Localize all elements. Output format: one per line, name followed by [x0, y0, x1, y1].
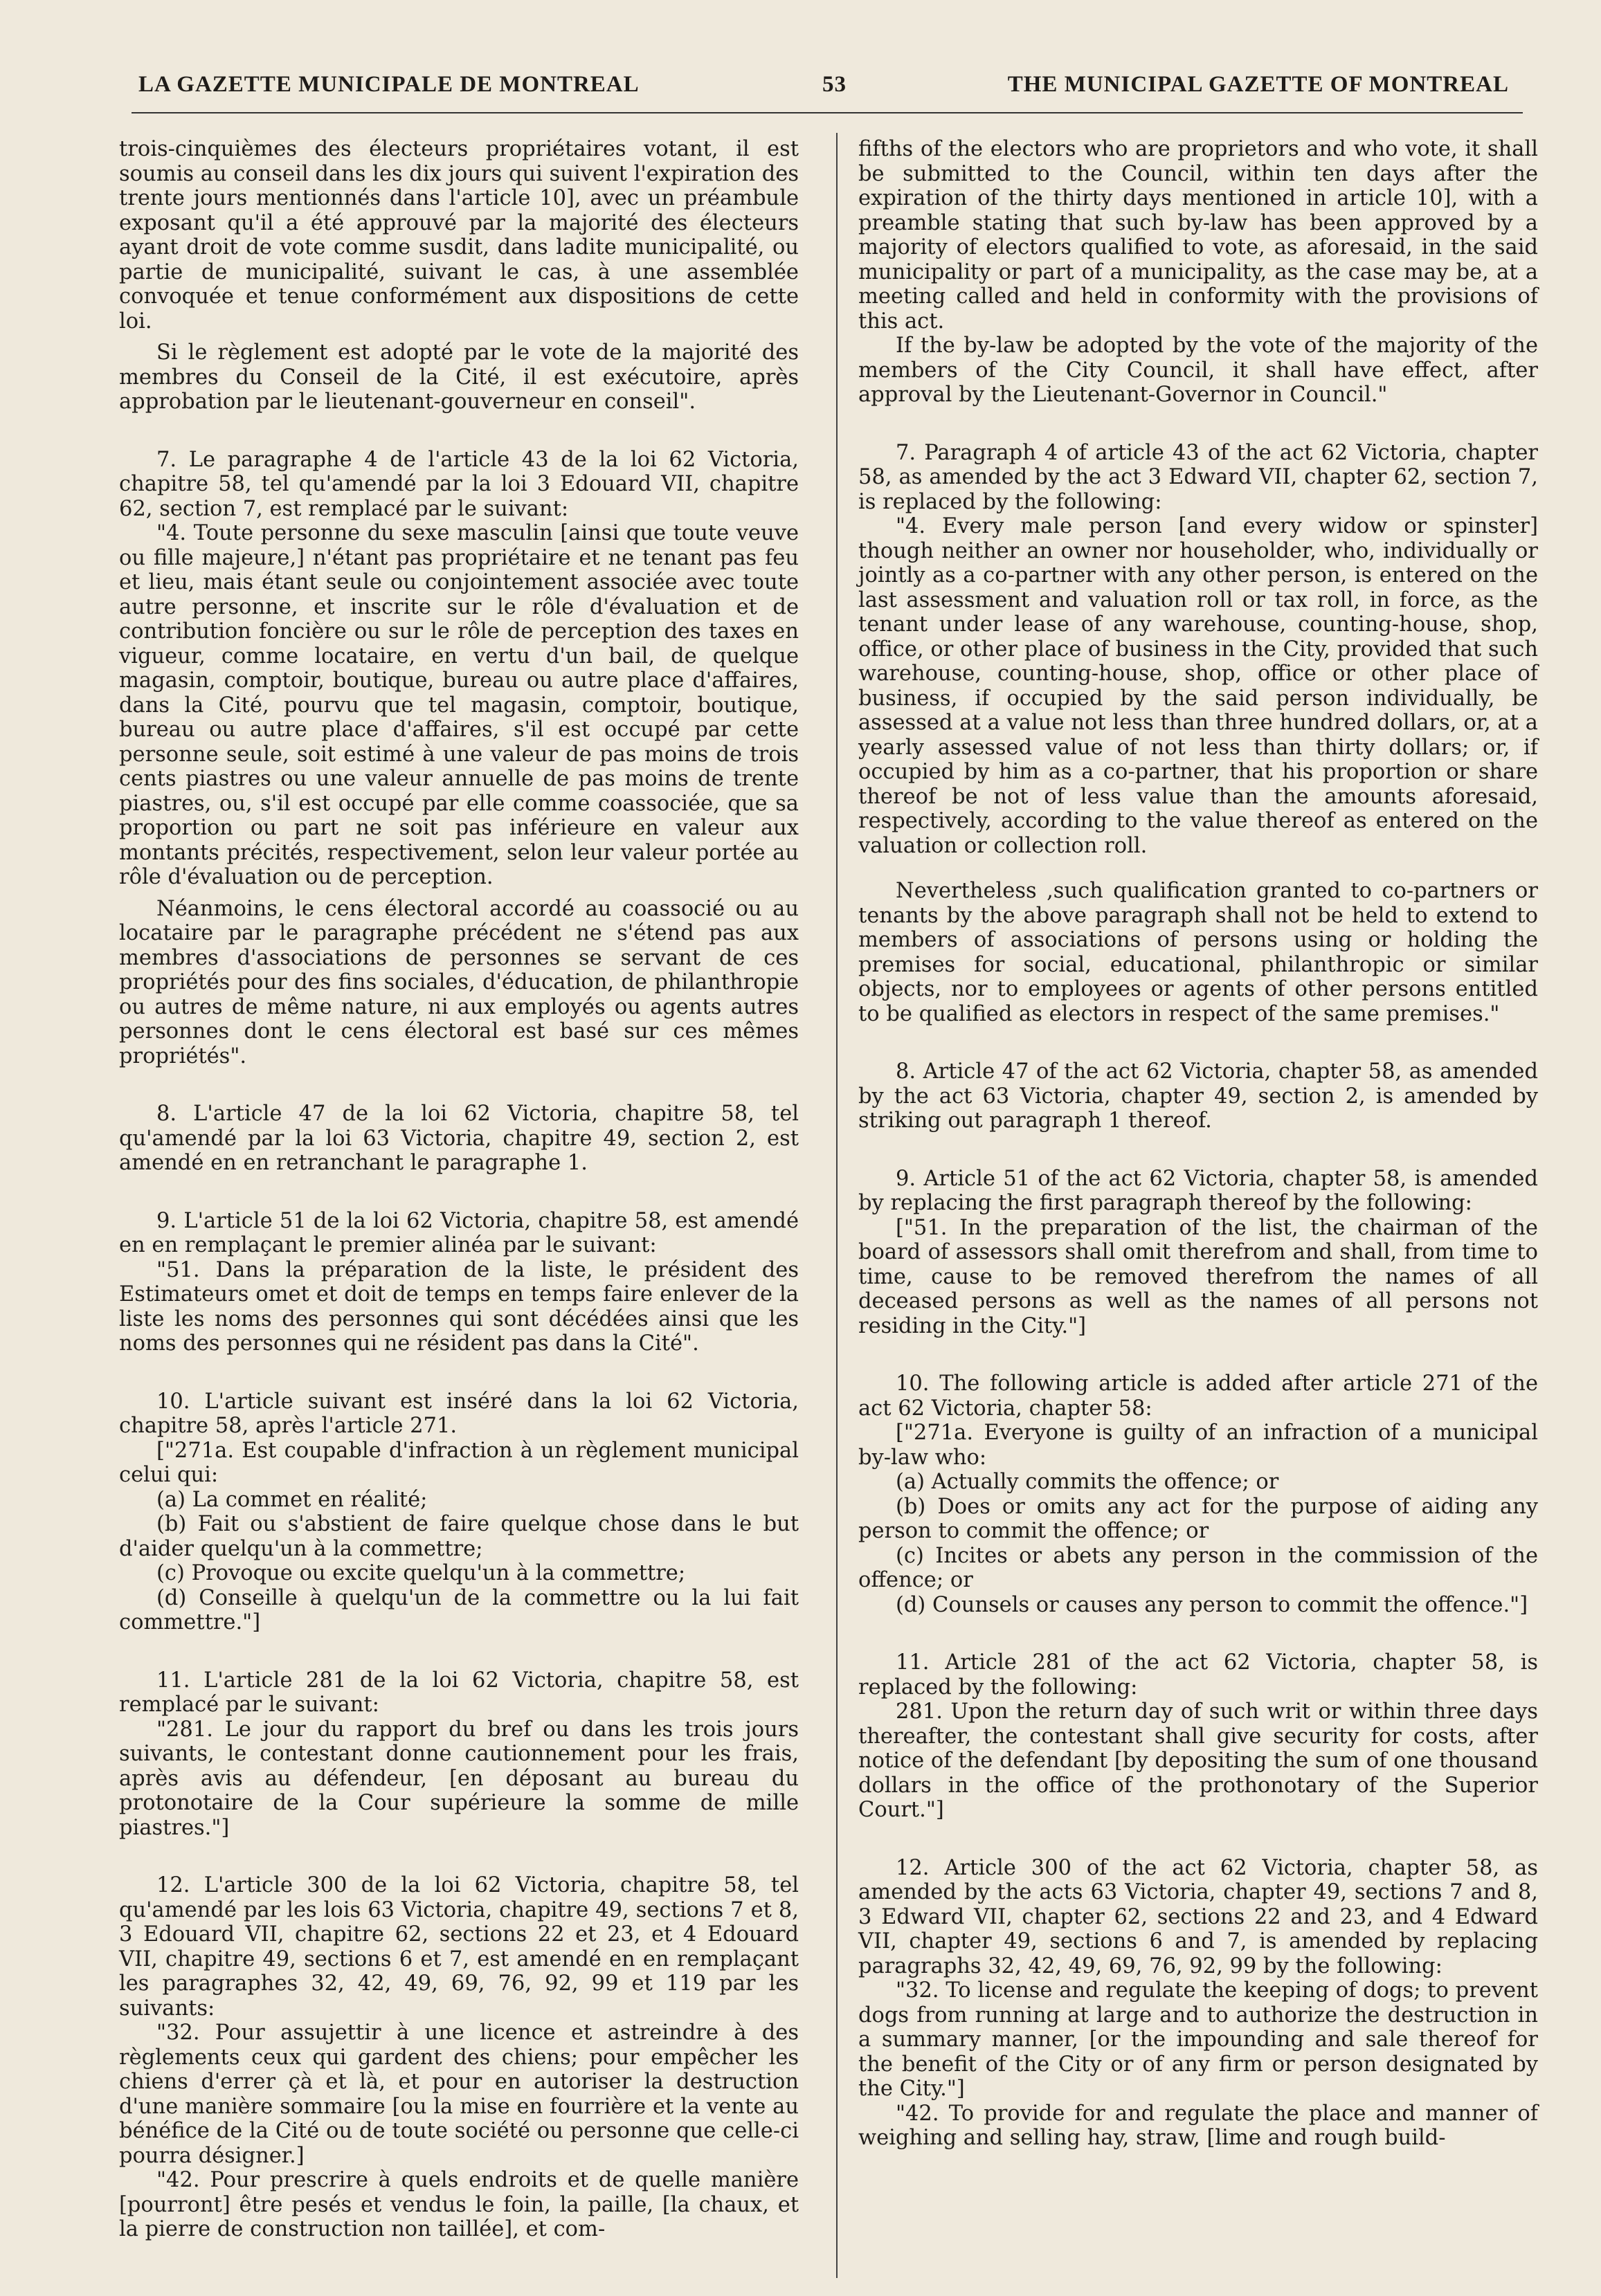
- fr-clause-c: (c) Provoque ou excite quelqu'un à la commettre;: [156, 1561, 686, 1585]
- en-section-12: 12. Article 300 of the act 62 Victoria, chapter 58, as amended by the acts 63 Victoria, chapter 49, sections 7 and 8, 3 Edward VII, chapter 62, sections 22 and 23, and 4 Edward VII, chapter 49, sections 6 and 7, is amended by replacing paragraphs 32, 42, 49, 69, 76, 92, 99 by the following:: [858, 1855, 1538, 1978]
- en-section-8: 8. Article 47 of the act 62 Victoria, chapter 58, as amended by the act 63 Victoria, chapter 49, section 2, is amended by striking out paragraph 1 thereof.: [858, 1059, 1538, 1133]
- fr-paragraph: Si le règlement est adopté par le vote de la majorité des membres du Conseil de la Cité, il est exécutoire, après approbation par le lieutenant-gouverneur en conseil".: [119, 340, 799, 414]
- en-paragraph: fifths of the electors who are proprietors and who vote, it shall be submitted to the Council, within ten days after the expiration of the thirty days mentioned in article 10], with a preamble stating that such by-law has been approved by a majority of electors qualified to vote, as aforesaid, in the said municipality or part of a municipality, as the case may be, at a meeting called and held in conformity with the provisions of this act.: [858, 137, 1538, 334]
- en-clause-c: (c) Incites or abets any person in the commission of the offence; or: [858, 1543, 1538, 1592]
- fr-clause-b: (b) Fait ou s'abstient de faire quelque chose dans le but d'aider quelqu'un à la commettre;: [119, 1512, 799, 1561]
- english-column: [858, 137, 1538, 2151]
- fr-paragraph: "42. Pour prescrire à quels endroits et de quelle manière [pourront] être pesés et vendus le foin, la paille, [la chaux, et la pierre de construction non taillée], et com-: [119, 2168, 799, 2241]
- fr-section-9: 9. L'article 51 de la loi 62 Victoria, chapitre 58, est amendé en en remplaçant le premier alinéa par le suivant:: [119, 1208, 799, 1257]
- french-column: [119, 137, 799, 2242]
- en-section-7: 7. Paragraph 4 of article 43 of the act 62 Victoria, chapter 58, as amended by the act 3 Edward VII, chapter 62, section 7, is replaced by the following:: [858, 440, 1538, 514]
- en-section-11: 11. Article 281 of the act 62 Victoria, chapter 58, is replaced by the following:: [858, 1650, 1538, 1700]
- en-paragraph: ["271a. Everyone is guilty of an infraction of a municipal by-law who:: [858, 1421, 1538, 1470]
- fr-paragraph: "281. Le jour du rapport du bref ou dans les trois jours suivants, le contestant donne cautionnement pour les frais, après avis au défendeur, [en déposant au bureau du protonotaire de la Cour supérieure la somme de mille piastres."]: [119, 1717, 799, 1840]
- fr-section-11: 11. L'article 281 de la loi 62 Victoria, chapitre 58, est remplacé par le suivant:: [119, 1668, 799, 1717]
- en-paragraph: If the by-law be adopted by the vote of the majority of the members of the City Council, it shall have effect, after approval by the Lieutenant-Governor in Council.": [858, 334, 1538, 407]
- en-paragraph: "32. To license and regulate the keeping of dogs; to prevent dogs from running at large and to authorize the destruction in a summary manner, [or the impounding and sale thereof for the benefit of the City or of any firm or person designated by the City."]: [858, 1978, 1538, 2101]
- fr-clause-d: (d) Conseille à quelqu'un de la commettre ou la lui fait commettre."]: [119, 1585, 799, 1634]
- en-paragraph: ["51. In the preparation of the list, the chairman of the board of assessors shall omit therefrom and shall, from time to time, cause to be removed therefrom the names of all deceased persons as well as the names of all persons not residing in the City."]: [858, 1215, 1538, 1338]
- fr-section-8: 8. L'article 47 de la loi 62 Victoria, chapitre 58, tel qu'amendé par la loi 63 Victoria, chapitre 49, section 2, est amendé en en retranchant le paragraphe 1.: [119, 1102, 799, 1175]
- en-section-10: 10. The following article is added after article 271 of the act 62 Victoria, chapter 58:: [858, 1372, 1538, 1421]
- fr-clause-a: (a) La commet en réalité;: [156, 1487, 428, 1512]
- en-clause-a: (a) Actually commits the offence; or: [896, 1470, 1279, 1494]
- fr-section-12: 12. L'article 300 de la loi 62 Victoria, chapitre 58, tel qu'amendé par les lois 63 Victoria, chapitre 49, sections 7 et 8, 3 Edouard VII, chapitre 62, sections 22 et 23, et 4 Edouard VII, chapitre 49, sections 6 et 7, est amendé en en remplaçant les paragraphes 32, 42, 49, 69, 76, 92, 99 et 119 par les suivants:: [119, 1873, 799, 2021]
- en-paragraph: Nevertheless ,such qualification granted to co-partners or tenants by the above paragraph shall not be held to extend to members of associations of persons using or holding the premises for social, educational, philanthropic or similar objects, nor to employees or agents of other persons entitled to be qualified as electors in respect of the same premises.": [858, 879, 1538, 1026]
- header-title-french: LA GAZETTE MUNICIPALE DE MONTREAL: [138, 72, 640, 97]
- en-paragraph: "42. To provide for and regulate the place and manner of weighing and selling hay, straw, [lime and rough build-: [858, 2101, 1538, 2150]
- header-rule: [132, 112, 1523, 113]
- fr-paragraph: "32. Pour assujettir à une licence et astreindre à des règlements ceux qui gardent des chiens; pour empêcher les chiens d'errer çà et là, et pour en autoriser la destruction d'une manière sommaire [ou la mise en fourrière et la vente au bénéfice de la Cité ou de toute société ou personne que celle-ci pourra désigner.]: [119, 2021, 799, 2168]
- fr-section-10: 10. L'article suivant est inséré dans la loi 62 Victoria, chapitre 58, après l'article 271.: [119, 1389, 799, 1438]
- en-clause-d: (d) Counsels or causes any person to commit the offence."]: [896, 1592, 1528, 1617]
- fr-paragraph: trois-cinquièmes des électeurs propriétaires votant, il est soumis au conseil dans les dix jours qui suivent l'expiration des trente jours mentionnés dans l'article 10], avec un préambule exposant qu'il a été approuvé par la majorité des électeurs ayant droit de vote comme susdit, dans ladite municipalité, ou partie de municipalité, suivant le cas, à une assemblée convoquée et tenue conformément aux dispositions de cette loi.: [119, 137, 799, 334]
- en-paragraph: "4. Every male person [and every widow or spinster] though neither an owner nor householder, who, individually or jointly as a co-partner with any other person, is entered on the last assessment and valuation roll or tax roll, in force, as the tenant under lease of any warehouse, counting-house, shop, office, or other place of business in the City, provided that such warehouse, counting-house, shop, office or other place of business, if occupied by the said person individually, be assessed at a value not less than three hundred dollars, or, at a yearly assessed value of not less than thirty dollars; or, if occupied by him as a co-partner, that his proportion or share thereof be not of less value than the amounts aforesaid, respectively, according to the value thereof as entered on the valuation or collection roll.: [858, 514, 1538, 858]
- fr-paragraph: Néanmoins, le cens électoral accordé au coassocié ou au locataire par le paragraphe précédent ne s'étend pas aux membres d'associations de personnes se servant de ces propriétés pour des fins sociales, d'éducation, de philanthropie ou autres de même nature, ni aux employés ou agents autres personnes dont le cens électoral est basé sur ces mêmes propriétés".: [119, 896, 799, 1068]
- fr-section-7: 7. Le paragraphe 4 de l'article 43 de la loi 62 Victoria, chapitre 58, tel qu'amendé par la loi 3 Edouard VII, chapitre 62, section 7, est remplacé par le suivant:: [119, 447, 799, 521]
- fr-paragraph: "4. Toute personne du sexe masculin [ainsi que toute veuve ou fille majeure,] n'étant pas propriétaire et ne tenant pas feu et lieu, mais étant seule ou conjointement associée avec toute autre personne, et inscrite sur le rôle d'évaluation et de contribution foncière ou sur le rôle de perception des taxes en vigueur, comme locataire, en vertu d'un bail, de quelque magasin, comptoir, boutique, bureau ou autre place d'affaires, dans la Cité, pourvu que tel magasin, comptoir, boutique, bureau ou autre place d'affaires, s'il est occupé par cette personne seule, soit estimé à une valeur de pas moins de trois cents piastres ou une valeur annuelle de pas moins de trente piastres, ou, s'il est occupé par elle comme coassociée, que sa proportion ou part ne soit pas inférieure en valeur aux montants précités, respectivement, selon leur valeur portée au rôle d'évaluation ou de perception.: [119, 521, 799, 889]
- column-divider: [836, 133, 838, 2278]
- en-clause-b: (b) Does or omits any act for the purpose of aiding any person to commit the offence; or: [858, 1494, 1538, 1543]
- en-paragraph: 281. Upon the return day of such writ or within three days thereafter, the contestant shall give security for costs, after notice of the defendant [by depositing the sum of one thousand dollars in the office of the prothonotary of the Superior Court."]: [858, 1700, 1538, 1822]
- page-header: [138, 72, 1509, 113]
- page-number: 53: [822, 72, 847, 97]
- fr-paragraph: ["271a. Est coupable d'infraction à un règlement municipal celui qui:: [119, 1438, 799, 1487]
- fr-paragraph: "51. Dans la préparation de la liste, le président des Estimateurs omet et doit de temps en temps faire enlever de la liste les noms des personnes qui sont décédées ainsi que les noms des personnes qui ne résident pas dans la Cité".: [119, 1257, 799, 1356]
- header-title-english: THE MUNICIPAL GAZETTE OF MONTREAL: [1007, 72, 1509, 97]
- en-section-9: 9. Article 51 of the act 62 Victoria, chapter 58, is amended by replacing the first paragraph thereof by the following:: [858, 1166, 1538, 1215]
